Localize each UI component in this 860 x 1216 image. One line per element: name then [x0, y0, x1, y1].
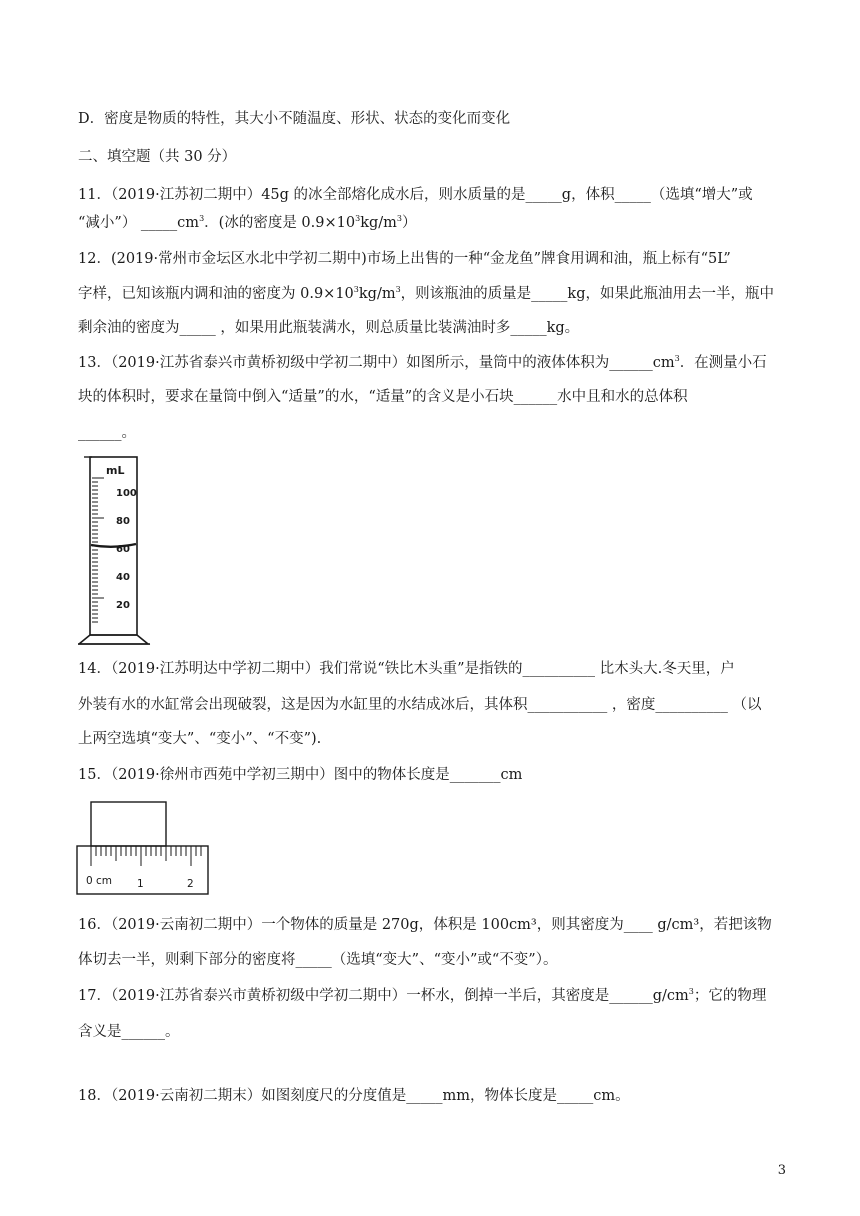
tick-label-100: 100	[116, 488, 137, 499]
measured-object	[91, 802, 166, 846]
question-12-line-3: 剩余油的密度为_____ ，如果用此瓶装满水，则总质量比装满油时多_____kg。	[78, 320, 580, 336]
tick-label-80: 80	[116, 516, 130, 527]
question-13-line-2: 块的体积时，要求在量筒中倒入“适量”的水，“适量”的含义是小石块______水中且和水的总体积	[78, 389, 688, 405]
page-number: 3	[777, 1163, 786, 1178]
ruler-label-2: 2	[187, 878, 194, 890]
question-14-line-1: 14．（2019·江苏明达中学初二期中）我们常说“铁比木头重”是指铁的__________ 比木头大.冬天里，户	[78, 661, 735, 677]
option-d: D．密度是物质的特性，其大小不随温度、形状、状态的变化而变化	[78, 111, 511, 127]
tick-label-20: 20	[116, 600, 130, 611]
ruler-label-0: 0 cm	[86, 875, 113, 887]
cylinder-scale	[92, 478, 104, 622]
tick-label-60: 60	[116, 544, 130, 555]
question-14-line-2: 外装有水的水缸常会出现破裂，这是因为水缸里的水结成冰后，其体积___________ ，密度__________ （以	[78, 697, 762, 713]
question-15: 15．（2019·徐州市西苑中学初三期中）图中的物体长度是_______cm	[78, 767, 523, 783]
question-12-line-2: 字样，已知该瓶内调和油的密度为 $0.9\times 10^3kg/m^3$，则该瓶油的质量是_____kg，如果此瓶油用去一半，瓶中	[78, 285, 774, 302]
graduated-cylinder-figure	[78, 454, 158, 648]
question-11-line-2: “减小”） $\_\_\_\_\_cm^3$．(冰的密度是 $0.9\times 10^3kg/m^3$）	[78, 214, 417, 231]
question-11-line-1: 11．（2019·江苏初二期中）45g 的冰全部熔化成水后，则水质量的是_____g，体积_____（选填“增大”或	[78, 187, 753, 203]
question-13-line-3: ______。	[78, 425, 136, 441]
question-12-line-1: 12．(2019·常州市金坛区水北中学初二期中)市场上出售的一种“金龙鱼”牌食用调和油，瓶上标有“5L”	[78, 251, 731, 267]
tick-label-40: 40	[116, 572, 130, 583]
question-14-line-3: 上两空选填“变大”、“变小”、“不变”).	[78, 731, 322, 747]
question-16-line-2: 体切去一半，则剩下部分的密度将_____（选填“变大”、“变小”或“不变”）。	[78, 952, 558, 968]
ruler-figure	[76, 800, 210, 898]
question-18: 18．（2019·云南初二期末）如图刻度尺的分度值是_____mm，物体长度是_____cm。	[78, 1088, 630, 1104]
question-13-line-1: 13．（2019·江苏省泰兴市黄桥初级中学初二期中）如图所示，量筒中的液体体积为$\_\_\_\_\_\_cm^3$．在测量小石	[78, 354, 767, 371]
question-16-line-1: 16．（2019·云南初二期中）一个物体的质量是 270g，体积是 100cm³，则其密度为____ g/cm³，若把该物	[78, 917, 772, 933]
section-heading: 二、填空题（共 30 分）	[78, 149, 237, 165]
question-17-line-2: 含义是______。	[78, 1024, 180, 1040]
cylinder-unit-label: mL	[106, 464, 125, 477]
ruler-ticks	[91, 846, 201, 866]
question-17-line-1: 17．（2019·江苏省泰兴市黄桥初级中学初二期中）一杯水，倒掉一半后，其密度是$\_\_\_\_\_\_g/cm^3$；它的物理	[78, 987, 767, 1004]
ruler-label-1: 1	[137, 878, 144, 890]
